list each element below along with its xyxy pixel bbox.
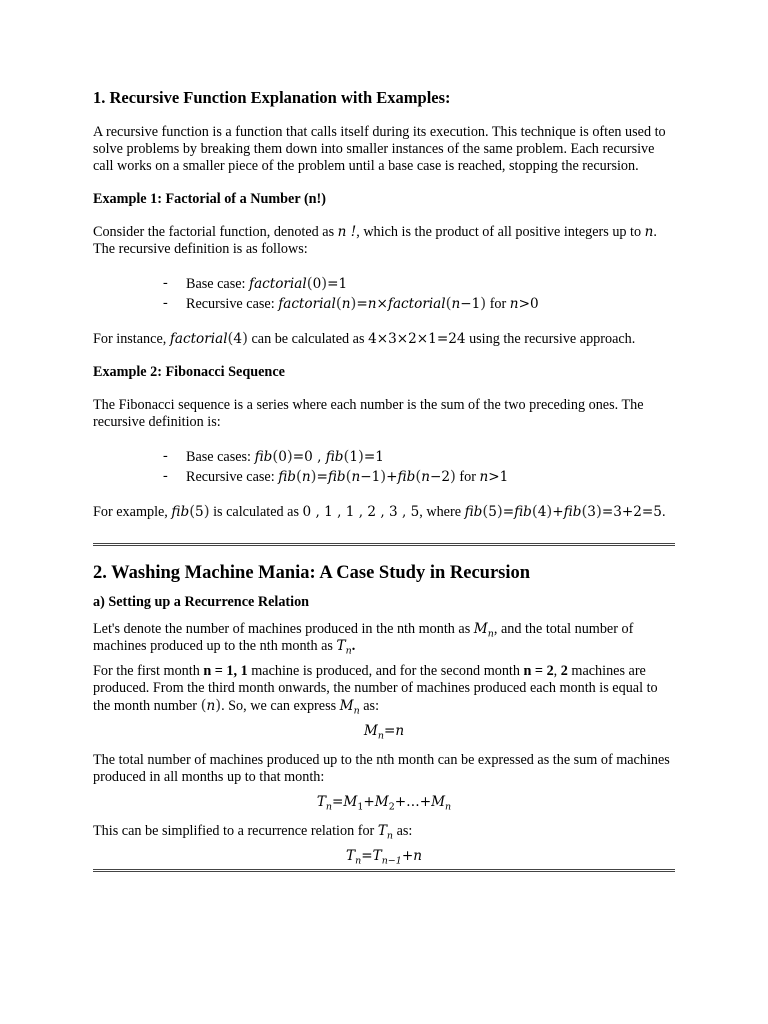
fibonacci-definition-list <box>93 447 675 487</box>
definition-paragraph: Let's denote the number of machines produced in the nth month as $M_n$, and the total number of machines produced up to the nth month as $T_n$. <box>93 621 634 657</box>
section-1-heading: 1. Recursive Function Explanation with Examples: <box>93 88 451 107</box>
fibonacci-base-cases: - Base cases: fib(0)=0 , fib(1)=1 <box>163 447 675 467</box>
factorial-recursive-case: - Recursive case: factorial(n)=n×factorial(n−1) for n>0 <box>163 294 675 314</box>
production-paragraph: For the first month n = 1, 1 machine is produced, and for the second month n = 2, 2 machines are produced. From the third month onwards, the number of machines produced each month is equal to the month number (n). So, we can express $M_n$ as: <box>93 663 658 717</box>
section-1-intro: A recursive function is a function that calls itself during its execution. This technique is often used to solve problems by breaking them down into smaller instances of the same problem. Each recursive call works on a smaller piece of the problem until a base case is reached, stopping the recursion. <box>93 124 666 174</box>
factorial-instance: For instance, factorial(4) can be calculated as 4×3×2×1=24 using the recursive approach. <box>93 329 636 347</box>
total-paragraph: The total number of machines produced up to the nth month can be expressed as the sum of machines produced in all months up to that month: <box>93 752 670 785</box>
factorial-base-case: - Base case: factorial(0)=1 <box>163 274 675 294</box>
document-body <box>93 88 675 872</box>
fibonacci-recursive-case: - Recursive case: fib(n)=fib(n−1)+fib(n−2) for n>1 <box>163 467 675 487</box>
equation-mn: $M_n=n$ <box>363 723 405 742</box>
example-1-heading: Example 1: Factorial of a Number (n!) <box>93 191 327 207</box>
example-2-heading: Example 2: Fibonacci Sequence <box>93 364 285 380</box>
section-2-heading: 2. Washing Machine Mania: A Case Study in Recursion <box>93 563 531 583</box>
section-bottom-divider <box>93 869 675 872</box>
equation-tn-sum: $T_n=M_1+M_2+\dots+M_n$ <box>316 794 452 813</box>
factorial-definition-list <box>93 274 675 314</box>
example-1-paragraph: Consider the factorial function, denoted as n !, which is the product of all positive integers up to n. The recursive definition is as follows: <box>93 224 657 257</box>
example-2-paragraph: The Fibonacci sequence is a series where each number is the sum of the two preceding ones. The recursive definition is: <box>93 397 644 430</box>
subsection-a-heading: a) Setting up a Recurrence Relation <box>93 594 310 610</box>
simplify-paragraph: This can be simplified to a recurrence relation for $T_n$ as: <box>93 823 413 842</box>
section-divider <box>93 543 675 546</box>
equation-tn-recurrence: $T_n=T_{n-1}+n$ <box>346 848 422 867</box>
fibonacci-example: For example, fib(5) is calculated as 0 , 1 , 1 , 2 , 3 , 5, where fib(5)=fib(4)+fib(3)=3+2=5. <box>93 502 666 520</box>
